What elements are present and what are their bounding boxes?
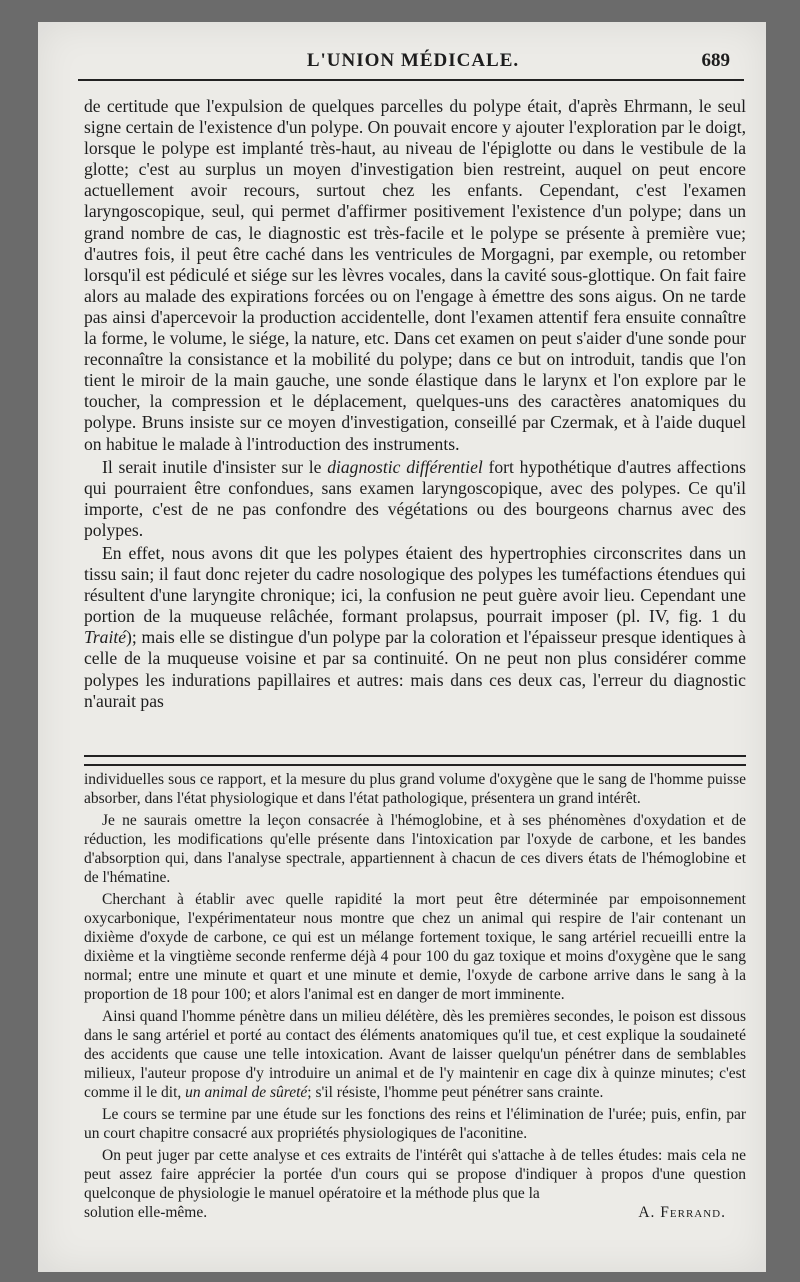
italic-text: un animal de sûreté xyxy=(185,1084,308,1101)
running-header xyxy=(80,50,746,74)
paragraph: On peut juger par cette analyse et ces extraits de l'intérêt qui s'attache à de telles études: mais cela ne peut assez faire apprécier la portée d'un cours qui se propose d'indiquer à propos d'une question quelconque de physiologie le manuel opératoire et la méthode plus que la xyxy=(84,1147,746,1202)
paragraph: individuelles sous ce rapport, et la mesure du plus grand volume d'oxygène que le sang de l'homme puisse absorber, dans l'état physiologique et dans l'état pathologique, présentera un grand intérêt. xyxy=(84,771,746,807)
author-signature: A. Ferrand. xyxy=(638,1204,726,1221)
italic-text: diagnostic différentiel xyxy=(327,456,483,477)
main-article-text xyxy=(84,96,746,712)
text-run: ; s'il résiste, l'homme peut pénétrer sans crainte. xyxy=(307,1084,604,1101)
double-rule-separator xyxy=(84,755,746,766)
paragraph: de certitude que l'expulsion de quelques parcelles du polype était, d'après Ehrmann, le seul signe certain de l'existence d'un polype. On pouvait encore y ajouter l'exploration par le doigt, lorsque le polype est implanté très-haut, au niveau de l'épiglotte ou dans le vestibule de la glotte; c'est au surplus un moyen d'investigation bien restreint, auquel on peut encore actuellement avoir recours, surtout chez les enfants. Cependant, c'est l'examen laryngoscopique, seul, qui permet d'affirmer positivement l'existence d'un polype; dans un grand nombre de cas, le diagnostic est très-facile et le polype se présente à première vue; d'autres fois, il peut être caché dans les ventricules de Morgagni, par exemple, ou retomber lorsqu'il est pédiculé et siége sur les lèvres vocales, dans la cavité sous-glottique. On fait faire alors au malade des expirations forcées ou on l'engage à émettre des sons aigus. On ne tarde pas ainsi d'apercevoir la production accidentelle, dont l'examen attentif fera ensuite connaître la forme, le volume, le siége, la nature, etc. Dans cet examen on peut s'aider d'une sonde pour reconnaître la consistance et la mobilité du polype; dans ce but on introduit, tandis que l'on tient le miroir de la main gauche, une sonde élastique dans le larynx et l'on explore par le toucher, la compression et le déplacement, quelques-uns des caractères anatomiques du polype. Bruns insiste sur ce moyen d'investigation, conseillé par Czermak, et à l'aide duquel on habitue le malade à l'introduction des instruments. xyxy=(84,96,746,454)
paragraph: Le cours se termine par une étude sur les fonctions des reins et l'élimination de l'urée; puis, enfin, par un court chapitre consacré aux propriétés physiologiques de l'aconitine. xyxy=(84,1106,746,1142)
header-rule xyxy=(78,79,744,81)
text-run: En effet, nous avons dit que les polypes étaient des hypertrophies circonscrites dans un tissu sain; il faut donc rejeter du cadre nosologique des polypes les tuméfactions étendues qui résultent d'une laryngite chronique; ici, la confusion ne peut guère avoir lieu. Cependant une portion de la muqueuse relâchée, formant prolapsus, pourrait imposer (pl. IV, fig. 1 du xyxy=(84,542,746,627)
text-run: fort hypothétique d'autres affections qui pourraient être confondues, sans examen laryngoscopique, avec des polypes. Ce qu'il importe, c'est de ne pas confondre des végétations ou des bourgeons charnus avec des polypes. xyxy=(84,456,746,540)
running-title: L'UNION MÉDICALE. xyxy=(306,50,520,71)
paragraph xyxy=(84,543,746,712)
page-number: 689 xyxy=(701,50,730,71)
text-run: Ainsi quand l'homme pénètre dans un milieu délétère, dès les premières secondes, le poison est dissous dans le sang artériel et porté au contact des éléments anatomiques qu'il tue, et cest explique la soudaineté des accidents que cause une telle intoxication. Avant de laisser quelqu'un pénétrer dans de semblables milieux, l'auteur propose d'y introduire un animal et de l'y maintenir en cage dix à quinze minutes; c'est comme il le dit, xyxy=(84,1008,746,1101)
paragraph xyxy=(84,457,746,541)
italic-text: Traité xyxy=(84,627,127,648)
paragraph: Je ne saurais omettre la leçon consacrée à l'hémoglobine, et à ses phénomènes d'oxydation et de réduction, les modifications qu'elle présente dans l'intoxication par l'oxyde de carbone, et les bandes d'absorption qui, dans l'analyse spectrale, appartiennent à chacun de ces divers états de l'hémoglobine et de l'hématine. xyxy=(84,812,746,886)
text-run: Il serait inutile d'insister sur le xyxy=(102,456,328,477)
closing-text: solution elle-même. xyxy=(84,1204,208,1221)
text-run: ); mais elle se distingue d'un polype par la coloration et l'épaisseur presque identiques à celle de la muqueuse voisine et par sa continuité. On ne peut non plus considérer comme polypes les indurations papillaires et autres: mais dans ces deux cas, l'erreur du diagnostic n'aurait pas xyxy=(84,627,746,711)
feuilleton-text xyxy=(84,770,746,1222)
page xyxy=(38,22,766,1272)
closing-line xyxy=(84,1203,746,1222)
paragraph xyxy=(84,1007,746,1102)
paragraph: Cherchant à établir avec quelle rapidité la mort peut être déterminée par empoisonnement oxycarbonique, l'expérimentateur nous montre que chez un animal qui respire de l'air contenant un dixième d'oxyde de carbone, ce qui est un mélange fortement toxique, le sang artériel recueilli entre la dixième et la vingtième seconde renferme déjà 4 pour 100 du gaz toxique et moins d'oxygène que le sang normal; entre une minute et quart et une minute et demie, l'oxyde de carbone arrive dans le sang à la proportion de 18 pour 100; et alors l'animal est en danger de mort imminente. xyxy=(84,891,746,1003)
